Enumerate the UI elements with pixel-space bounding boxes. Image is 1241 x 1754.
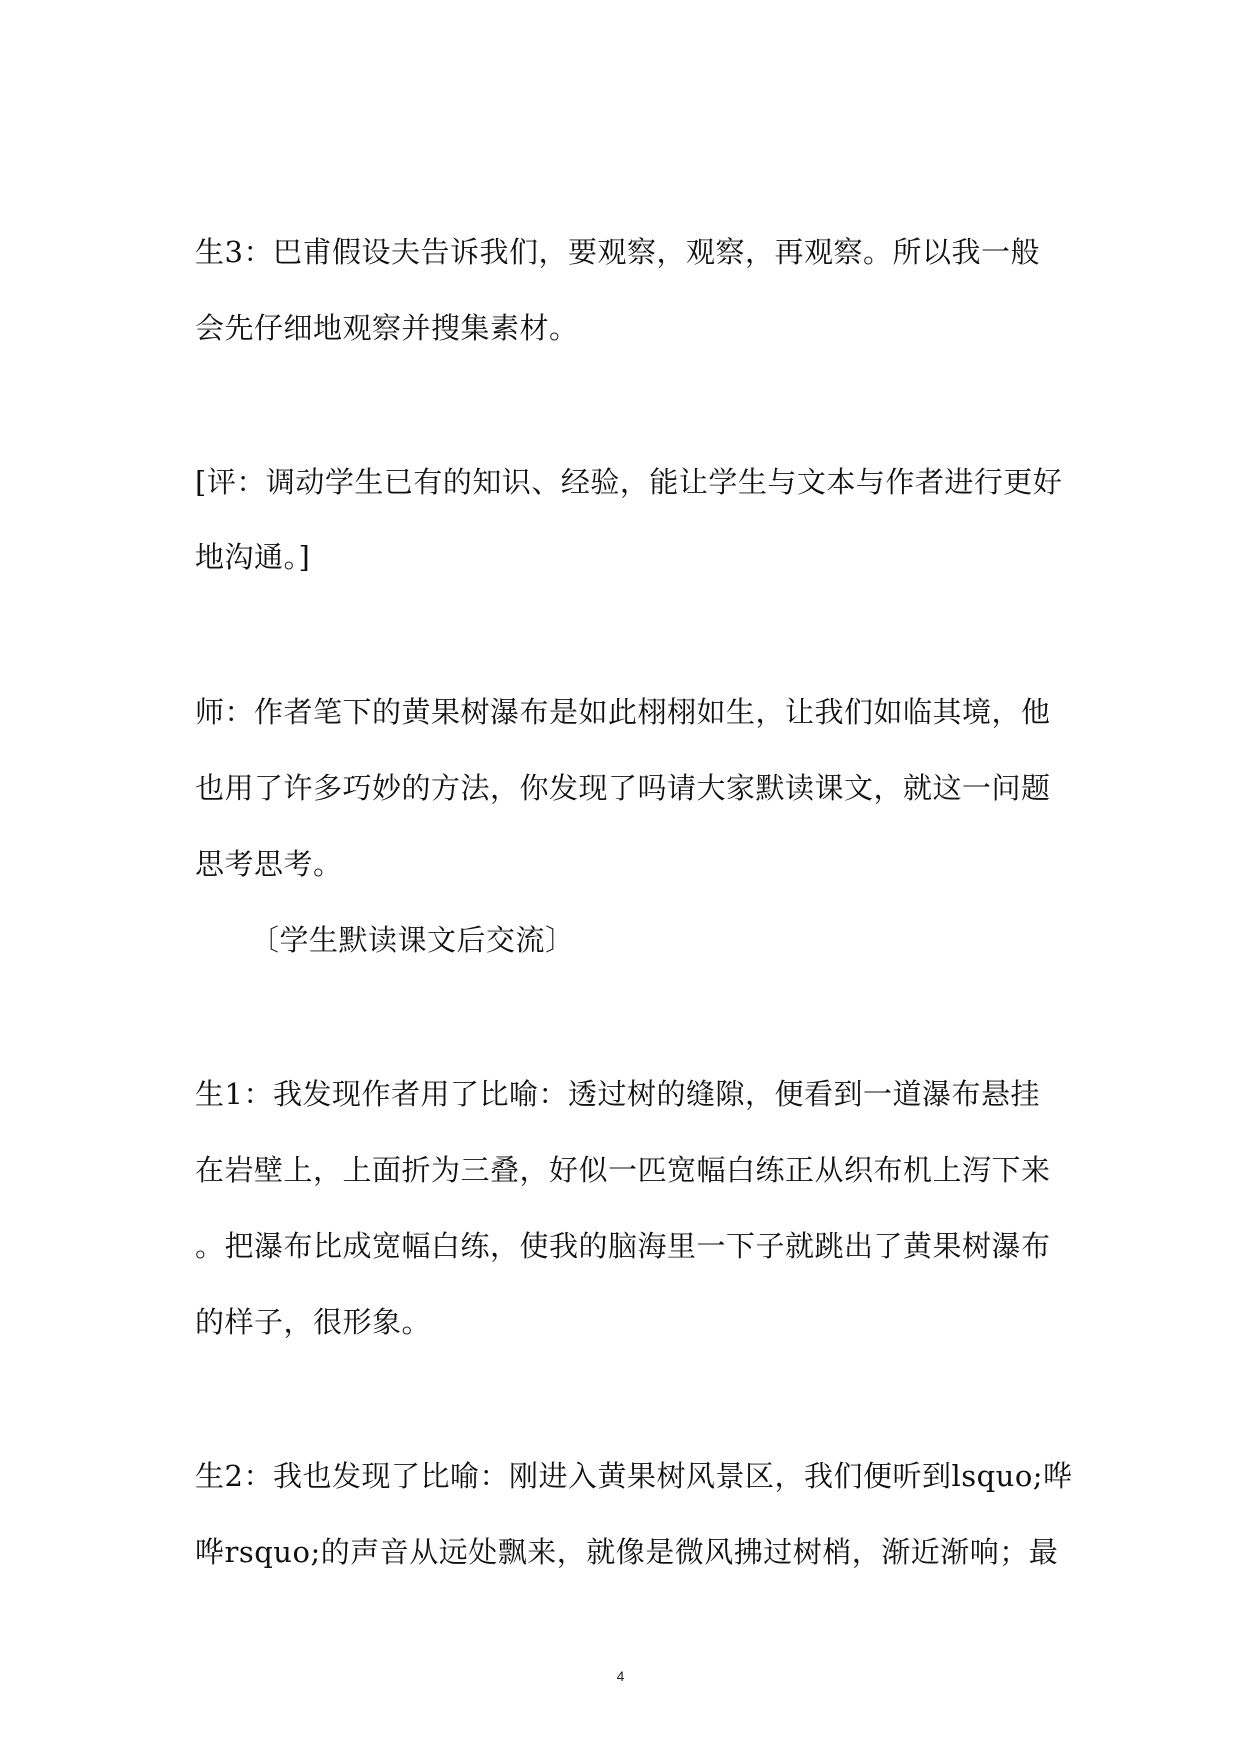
text-line: 生3：巴甫假设夫告诉我们，要观察，观察，再观察。所以我一般 xyxy=(195,235,1040,269)
text-line: 哗rsquo;的声音从远处飘来，就像是微风拂过树梢，渐近渐响；最 xyxy=(195,1535,1059,1569)
text-line: 生1：我发现作者用了比喻：透过树的缝隙，便看到一道瀑布悬挂 xyxy=(195,1077,1040,1111)
page-number: 4 xyxy=(616,1668,625,1684)
text-line: 也用了许多巧妙的方法，你发现了吗请大家默读课文，就这一问题 xyxy=(195,771,1051,805)
text-line: 地沟通。] xyxy=(195,540,311,574)
text-line: 师：作者笔下的黄果树瀑布是如此栩栩如生，让我们如临其境，他 xyxy=(195,695,1051,729)
text-line: 生2：我也发现了比喻：刚进入黄果树风景区，我们便听到lsquo;哗 xyxy=(195,1459,1073,1493)
text-line: 会先仔细地观察并搜集素材。 xyxy=(195,311,579,345)
text-line: 思考思考。 xyxy=(195,847,343,881)
text-line: [评：调动学生已有的知识、经验，能让学生与文本与作者进行更好 xyxy=(195,465,1063,499)
text-line: 在岩壁上，上面折为三叠，好似一匹宽幅白练正从织布机上泻下来 xyxy=(195,1153,1051,1187)
text-line: 的样子，很形象。 xyxy=(195,1305,432,1339)
text-line: 。把瀑布比成宽幅白练，使我的脑海里一下子就跳出了黄果树瀑布 xyxy=(195,1229,1051,1263)
text-line: 〔学生默读课文后交流〕 xyxy=(250,923,575,957)
